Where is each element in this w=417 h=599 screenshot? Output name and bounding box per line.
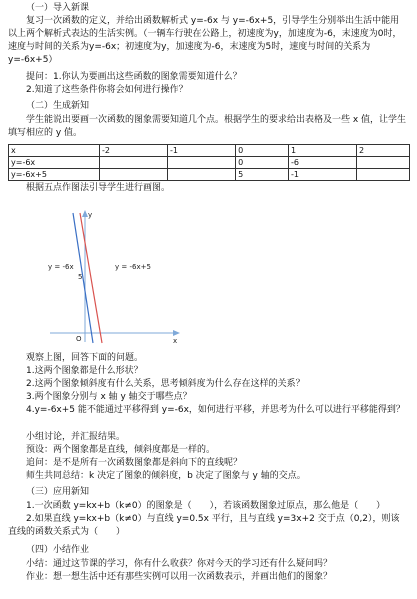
table-cell: -1: [289, 169, 357, 181]
x-axis-arrow: [173, 330, 180, 336]
section-heading-apply: （三）应用新知: [26, 487, 90, 497]
origin-label: O: [76, 335, 82, 343]
table-cell: [100, 169, 168, 181]
apply-question-2: 2.如果直线 y=kx+b（k≠0）与直线 y=0.5x 平行，且与直线 y=3x+2 交于点（0,2），则该直线的函数关系式为（ ）: [8, 514, 400, 537]
table-cell: x: [9, 145, 100, 157]
preset-text: 预设：两个图象都是直线，倾斜度都是一样的。: [26, 445, 216, 455]
table-header-row: [9, 145, 410, 157]
table-row: [9, 157, 410, 169]
apply-question-1: 1.一次函数 y=kx+b（k≠0）的图象是（ ），若该函数图象过原点，那么他是（ ）: [26, 501, 386, 511]
conclude-text: 师生共同总结：k 决定了图象的倾斜度，b 决定了图象与 y 轴的交点。: [26, 471, 306, 481]
intro-question-2: 2.知道了这些条件你将会如何进行操作？: [26, 85, 188, 95]
table-cell: 0: [236, 157, 289, 169]
table-cell: 5: [236, 169, 289, 181]
table-cell: -2: [100, 145, 168, 157]
section-heading-summary: （四）小结作业: [26, 545, 90, 555]
table-cell: y=-6x: [9, 157, 100, 169]
y-axis-label: y: [88, 211, 93, 219]
table-cell: [357, 169, 410, 181]
observe-text: 观察上图，回答下面的问题。: [26, 353, 144, 363]
function-graph: [40, 207, 180, 347]
table-cell: 0: [236, 145, 289, 157]
label-y-neg6x-plus5: y = -6x+5: [115, 263, 151, 271]
intro-paragraph: 复习一次函数的定义，并给出函数解析式 y=-6x 与 y=-6x+5，引导学生分别举出生活中能用以上两个解析式表达的生活实例。（一辆车行驶在公路上，初速度为y，加速度为-6，末速度为0时，速度与时间的关系为y=-6x；初速度为y，加速度为-6，末速度为5时，速度与时间的关系为y=-6x+5）: [8, 16, 402, 65]
table-cell: -1: [168, 145, 236, 157]
table-cell: [168, 157, 236, 169]
value-table: [8, 144, 410, 181]
table-cell: 2: [357, 145, 410, 157]
table-cell: y=-6x+5: [9, 169, 100, 181]
table-row: [9, 169, 410, 181]
new-paragraph: 学生能说出要画一次函数的图象需要知道几个点。根据学生的要求给出表格及一些 x 值，让学生填写相应的 y 值。: [8, 115, 407, 138]
label-y-neg6x: y = -6x: [48, 263, 74, 271]
summary-text: 小结：通过这节课的学习，你有什么收获？你对今天的学习还有什么疑问吗？: [26, 559, 333, 569]
section-heading-new: （二）生成新知: [26, 101, 90, 111]
section-heading-intro: （一）导入新课: [26, 3, 90, 13]
discuss-text: 小组讨论，并汇报结果。: [26, 432, 126, 442]
ask-text: 追问：是不是所有一次函数图象都是斜向下的直线呢？: [26, 458, 243, 468]
x-axis-label: x: [173, 337, 178, 345]
table-cell: 1: [289, 145, 357, 157]
table-cell: -6: [289, 157, 357, 169]
table-cell: [168, 169, 236, 181]
observe-question-1: 1.这两个图象都是什么形状？: [26, 366, 143, 376]
after-table-text: 根据五点作图法引导学生进行画图。: [26, 183, 171, 193]
observe-question-4: 4.y=-6x+5 能不能通过平移得到 y=-6x，如何进行平移，并思考为什么可以进行平移能得到？: [26, 405, 405, 415]
observe-question-3: 3.两个图象分别与 x 轴 y 轴交于哪些点？: [26, 392, 192, 402]
table-cell: [357, 157, 410, 169]
observe-question-2: 2.这两个图象倾斜度有什么关系，思考倾斜度为什么存在这样的关系？: [26, 379, 305, 389]
table-cell: [100, 157, 168, 169]
intro-question-1: 提问：1.你认为要画出这些函数的图象需要知道什么？: [26, 72, 242, 82]
tick-label-5: 5: [78, 273, 83, 281]
homework-text: 作业：想一想生活中还有那些实例可以用一次函数表示，并画出他们的图象？: [26, 572, 333, 582]
